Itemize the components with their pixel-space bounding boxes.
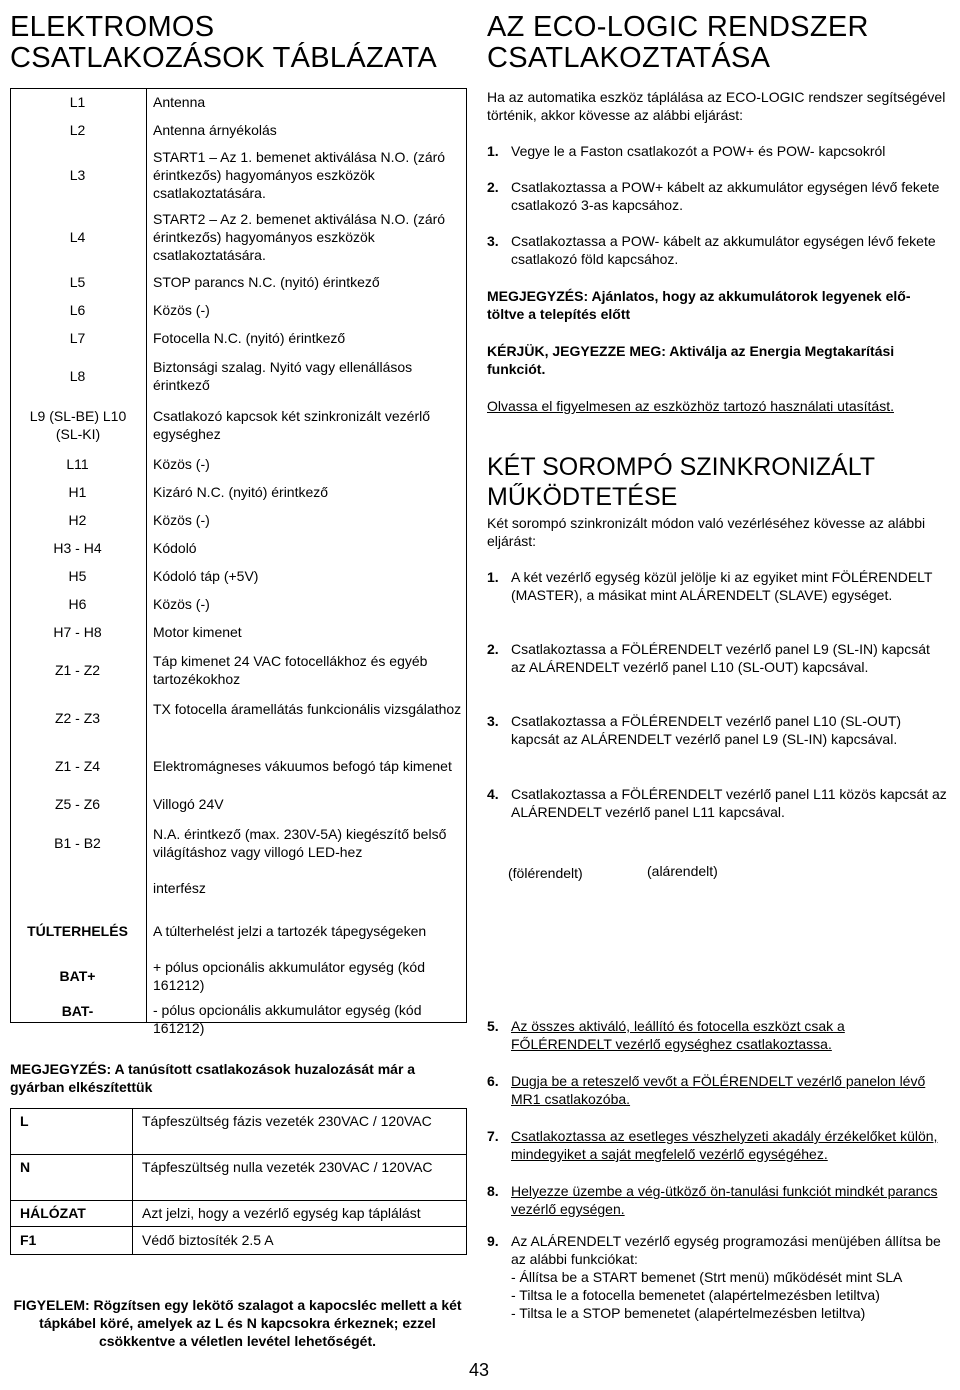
step-number: 2. <box>487 641 499 657</box>
connection-code: B1 - B2 <box>54 835 101 851</box>
connection-description: Kódoló táp (+5V) <box>153 568 259 584</box>
sync-title: KÉT SOROMPÓ SZINKRONIZÁLT MŰKÖDTETÉSE <box>487 453 876 511</box>
connection-code: L8 <box>69 368 86 384</box>
table-row <box>10 268 467 296</box>
table-row <box>10 742 467 790</box>
connection-description: Közös (-) <box>153 456 210 472</box>
step-text: Csatlakoztassa a FÖLÉRENDELT vezérlő panel L10 (SL-OUT) kapcsát az ALÁRENDELT vezérlő panel L9 (SL-IN) kapcsával. <box>511 713 902 747</box>
table-row <box>10 1108 467 1154</box>
table-row <box>10 618 467 646</box>
mains-description: Tápfeszültség nulla vezeték 230VAC / 120VAC <box>142 1159 433 1175</box>
table-row <box>10 450 467 478</box>
connection-code: H1 <box>68 484 87 500</box>
connections-table <box>10 88 467 1044</box>
table-row <box>10 998 467 1036</box>
connection-code: L11 <box>66 456 89 472</box>
warning-text: FIGYELEM: Rögzítsen egy lekötő szalagot a kapocsléc mellett a két tápkábel köré, amelyek az L és N kapcsokra érkeznek; ezzel csökkentve a véletlen levétel lehetőségét. <box>13 1297 462 1349</box>
connection-code: L5 <box>69 274 86 290</box>
table-row <box>10 1154 467 1200</box>
connection-description: Motor kimenet <box>153 624 242 640</box>
step-text: Helyezze üzembe a vég-ütköző ön-tanulási funkciót mindkét parancs vezérlő egységen. <box>511 1183 938 1217</box>
mains-description: Tápfeszültség fázis vezeték 230VAC / 120VAC <box>142 1113 432 1129</box>
step-number: 7. <box>487 1128 499 1144</box>
step-number: 2. <box>487 179 499 195</box>
table-row <box>10 88 467 116</box>
table-row <box>10 506 467 534</box>
connection-code: TÚLTERHELÉS <box>27 923 128 939</box>
connection-code: L9 (SL-BE) L10 (SL-KI) <box>29 408 127 442</box>
sync-step-9-sub-stop: - Tiltsa le a STOP bemenetet (alapértelmezésben letiltva) <box>511 1305 866 1321</box>
connection-code: H7 - H8 <box>53 624 102 640</box>
table-row <box>10 116 467 144</box>
connection-code: L3 <box>69 167 86 183</box>
connection-description: - pólus opcionális akkumulátor egység (kód 161212) <box>153 1002 422 1036</box>
mains-code: L <box>20 1113 29 1129</box>
step-number: 5. <box>487 1018 499 1034</box>
connection-code: Z2 - Z3 <box>54 710 101 726</box>
table-row <box>10 908 467 954</box>
sync-step-9-sub-photocell: - Tiltsa le a fotocella bemenetet (alapértelmezésben letiltva) <box>511 1287 880 1303</box>
table-row <box>10 868 467 908</box>
connection-description: A túlterhelést jelzi a tartozék tápegységeken <box>153 923 427 939</box>
table-row <box>10 324 467 352</box>
table-row <box>10 144 467 206</box>
connection-description: Antenna <box>153 94 206 110</box>
note-precharge: MEGJEGYZÉS: Ajánlatos, hogy az akkumulátorok legyenek elő-töltve a telepítés előtt <box>487 288 911 322</box>
table-row <box>10 646 467 694</box>
connection-description: Elektromágneses vákuumos befogó táp kimenet <box>153 758 452 774</box>
connection-description: Fotocella N.C. (nyitó) érintkező <box>153 330 346 346</box>
connection-code: L7 <box>69 330 86 346</box>
sync-step-9-text: Az ALÁRENDELT vezérlő egység programozási menüjében állítsa be az alábbi funkciókat: <box>511 1233 941 1267</box>
connection-description: Táp kimenet 24 VAC fotocellákhoz és egyéb tartozékokhoz <box>153 653 428 687</box>
sync-step-9-sub-start: - Állítsa be a START bemenet (Strt menü) működését mint SLA <box>511 1269 903 1285</box>
connection-description: Antenna árnyékolás <box>153 122 277 138</box>
mains-description: Védő biztosíték 2.5 A <box>142 1232 274 1248</box>
connection-description: START2 – Az 2. bemenet aktiválása N.O. (záró érintkezős) hagyományos eszközök csatlakoztatására. <box>153 211 446 263</box>
connection-code: Z1 - Z2 <box>54 662 101 678</box>
table-divider <box>10 1226 467 1227</box>
table-row <box>10 352 467 400</box>
connection-description: + pólus opcionális akkumulátor egység (kód 161212) <box>153 959 425 993</box>
mains-code: F1 <box>20 1232 37 1248</box>
table-row <box>10 694 467 742</box>
table-row <box>10 818 467 868</box>
connection-code: Z1 - Z4 <box>54 758 101 774</box>
table-row <box>10 1226 467 1254</box>
connection-description: Biztonsági szalag. Nyitó vagy ellenállásos érintkező <box>153 359 413 393</box>
table-divider <box>10 1200 467 1201</box>
connection-code: BAT- <box>61 1002 94 1019</box>
connection-description: Csatlakozó kapcsok két szinkronizált vezérlő egységhez <box>153 408 431 442</box>
table-row <box>10 1200 467 1226</box>
table-divider <box>10 1154 467 1155</box>
master-label: (fölérendelt) <box>508 865 583 881</box>
step-number: 1. <box>487 143 499 159</box>
note-energy-saving: KÉRJÜK, JEGYEZZE MEG: Aktiválja az Energia Megtakarítási funkciót. <box>487 343 895 377</box>
mains-table <box>10 1108 467 1254</box>
connection-code: H2 <box>68 512 87 528</box>
connection-description: START1 – Az 1. bemenet aktiválása N.O. (záró érintkezős) hagyományos eszközök csatlakoztatására. <box>153 149 446 201</box>
connection-code: L2 <box>69 122 86 138</box>
table-row <box>10 400 467 450</box>
table-row <box>10 206 467 268</box>
connection-description: Közös (-) <box>153 512 210 528</box>
step-number: 4. <box>487 786 499 802</box>
step-text: Csatlakoztassa az esetleges vészhelyzeti akadály érzékelőket külön, mindegyiket a saját megfelelő vezérlő egységéhez. <box>511 1128 938 1162</box>
mains-code: N <box>20 1159 31 1175</box>
connection-code: L6 <box>69 302 86 318</box>
connection-code: BAT+ <box>59 968 96 984</box>
connection-description: Közös (-) <box>153 302 210 318</box>
table-row <box>10 954 467 998</box>
connection-code: H3 - H4 <box>53 540 102 556</box>
step-number: 8. <box>487 1183 499 1199</box>
table-row <box>10 296 467 324</box>
connection-description: Közös (-) <box>153 596 210 612</box>
eco-logic-title: AZ ECO-LOGIC RENDSZER CSATLAKOZTATÁSA <box>487 11 869 74</box>
step-text: Vegye le a Faston csatlakozót a POW+ és POW- kapcsokról <box>511 143 886 159</box>
connection-description: TX fotocella áramellátás funkcionális vizsgálathoz <box>153 701 462 717</box>
step-number: 3. <box>487 233 499 249</box>
step-text: Dugja be a reteszelő vevőt a FÖLÉRENDELT vezérlő panelon lévő MR1 csatlakozóba. <box>511 1073 926 1107</box>
page-number: 43 <box>469 1360 490 1380</box>
connection-description: STOP parancs N.C. (nyitó) érintkező <box>153 274 380 290</box>
wiring-note: MEGJEGYZÉS: A tanúsított csatlakozások huzalozását már a gyárban elkészítettük <box>10 1061 416 1095</box>
connection-code: L4 <box>69 229 86 245</box>
eco-intro: Ha az automatika eszköz táplálása az ECO-LOGIC rendszer segítségével történik, akkor kövesse az alábbi eljárást: <box>487 89 946 123</box>
step-text: Csatlakoztassa a POW+ kábelt az akkumulátor egységen lévő fekete csatlakozó 3-as kapcsához. <box>511 179 940 213</box>
mains-code: HÁLÓZAT <box>20 1205 86 1221</box>
step-text: Csatlakoztassa a FÖLÉRENDELT vezérlő panel L11 közös kapcsát az ALÁRENDELT vezérlő panel L11 kapcsával. <box>511 786 947 820</box>
table-row <box>10 534 467 562</box>
step-text: Csatlakoztassa a FÖLÉRENDELT vezérlő panel L9 (SL-IN) kapcsát az ALÁRENDELT vezérlő panel L10 (SL-OUT) kapcsával. <box>511 641 930 675</box>
table-row <box>10 562 467 590</box>
step-text: Csatlakoztassa a POW- kábelt az akkumulátor egységen lévő fekete csatlakozó föld kapcsához. <box>511 233 936 267</box>
connection-description: interfész <box>153 880 206 896</box>
connection-description: N.A. érintkező (max. 230V-5A) kiegészítő belső világításhoz vagy villogó LED-hez <box>153 826 447 860</box>
connection-description: Villogó 24V <box>153 796 224 812</box>
mains-description: Azt jelzi, hogy a vezérlő egység kap táplálást <box>142 1205 421 1221</box>
step-text: A két vezérlő egység közül jelölje ki az egyiket mint FÖLÉRENDELT (MASTER), a másikat mint ALÁRENDELT (SLAVE) egységet. <box>511 569 933 603</box>
connection-code: Z5 - Z6 <box>54 796 101 812</box>
step-number: 6. <box>487 1073 499 1089</box>
step-number: 3. <box>487 713 499 729</box>
table-row <box>10 590 467 618</box>
left-title: ELEKTROMOS CSATLAKOZÁSOK TÁBLÁZATA <box>10 11 437 74</box>
step-number: 1. <box>487 569 499 585</box>
connection-description: Kizáró N.C. (nyitó) érintkező <box>153 484 329 500</box>
slave-label: (alárendelt) <box>647 863 718 879</box>
table-row <box>10 790 467 818</box>
sync-intro: Két sorompó szinkronizált módon való vezérléséhez kövesse az alábbi eljárást: <box>487 515 926 549</box>
connection-code: L1 <box>69 94 86 110</box>
table-row <box>10 478 467 506</box>
step-text: Az összes aktiváló, leállító és fotocella eszközt csak a FŐLÉRENDELT vezérlő egységhez csatlakoztassa. <box>511 1018 845 1052</box>
connection-description: Kódoló <box>153 540 197 556</box>
connection-code: H5 <box>68 568 87 584</box>
connection-code: H6 <box>68 596 87 612</box>
read-manual-text: Olvassa el figyelmesen az eszközhöz tartozó használati utasítást. <box>487 398 894 414</box>
